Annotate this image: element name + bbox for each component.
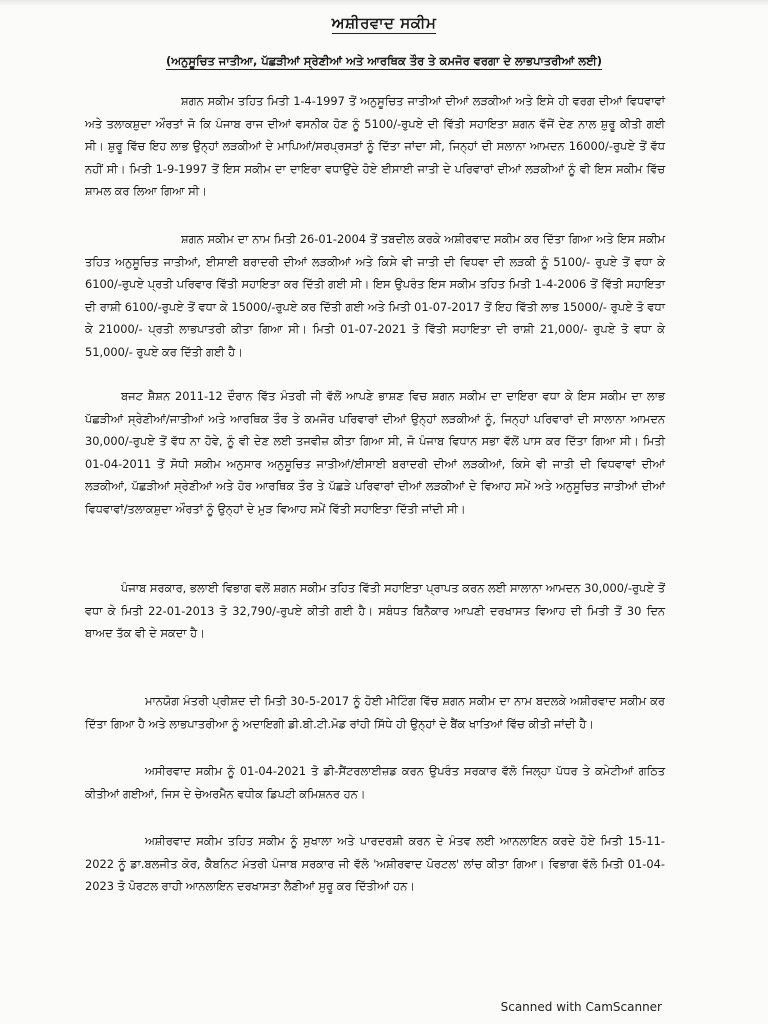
paragraph-1: ਸ਼ਗਨ ਸਕੀਮ ਤਹਿਤ ਮਿਤੀ 1-4-1997 ਤੋਂ ਅਨੁਸੂਚਿਤ ਜਾਤੀਆਂ ਦੀਆਂ ਲੜਕੀਆਂ ਅਤੇ ਇਸੇ ਹੀ ਵਰਗ ਦੀਆਂ ਵਿਧਵਾਵਾਂ ਅਤੇ ਤਲਾਕਸ਼ੁਦਾ ਔਰਤਾਂ ਜੋ ਕਿ ਪੰਜਾਬ ਰਾਜ ਦੀਆਂ ਵਸਨੀਕ ਹੋਣ ਨੂੰ 5100/-ਰੁਪਏ ਦੀ ਵਿੱਤੀ ਸਹਾਇਤਾ ਸ਼ਗਨ ਵੱਜੋਂ ਦੇਣ ਨਾਲ ਸ਼ੁਰੂ ਕੀਤੀ ਗਈ ਸੀ। ਸ਼ੁਰੂ ਵਿੱਚ ਇਹ ਲਾਭ ਉਨ੍ਹਾਂ ਲੜਕੀਆਂ ਦੇ ਮਾਪਿਆਂ/ਸਰਪ੍ਰਸਤਾਂ ਨੂੰ ਦਿੱਤਾ ਜਾਂਦਾ ਸੀ, ਜਿਨ੍ਹਾਂ ਦੀ ਸਲਾਨਾ ਆਮਦਨ 16000/-ਰੁਪਏ ਤੋਂ ਵੱਧ ਨਹੀਂ ਸੀ। ਮਿਤੀ 1-9-1997 ਤੋਂ ਇਸ ਸਕੀਮ ਦਾ ਦਾਇਰਾ ਵਧਾਉਂਦੇ ਹੋਏ ਈਸਾਈ ਜਾਤੀ ਦੇ ਪਰਿਵਾਰਾਂ ਦੀਆਂ ਲੜਕੀਆਂ ਨੂੰ ਵੀ ਇਸ ਸਕੀਮ ਵਿੱਚ ਸ਼ਾਮਲ ਕਰ ਲਿਆ ਗਿਆ ਸੀ। bbox=[85, 94, 665, 199]
paragraph-4: ਪੰਜਾਬ ਸਰਕਾਰ, ਭਲਾਈ ਵਿਭਾਗ ਵਲੋਂ ਸ਼ਗਨ ਸਕੀਮ ਤਹਿਤ ਵਿੱਤੀ ਸਹਾਇਤਾ ਪ੍ਰਾਪਤ ਕਰਨ ਲਈ ਸਾਲਾਨਾ ਆਮਦਨ 30,000/-ਰੁਪਏ ਤੋਂ ਵਧਾ ਕੇ ਮਿਤੀ 22-01-2013 ਤੋ 32,790/-ਰੁਪਏ ਕੀਤੀ ਗਈ ਹੈ। ਸਬੰਧਤ ਬਿਨੈਕਾਰ ਆਪਣੀ ਦਰਖਾਸਤ ਵਿਆਹ ਦੀ ਮਿਤੀ ਤੋਂ 30 ਦਿਨ ਬਾਅਦ ਤੱਕ ਵੀ ਦੇ ਸਕਦਾ ਹੈ। bbox=[85, 581, 665, 641]
scan-edge bbox=[0, 0, 768, 6]
document-title bbox=[0, 14, 768, 32]
paragraph-5: ਮਾਨਯੋਗ ਮੰਤਰੀ ਪ੍ਰੀਸ਼ਦ ਦੀ ਮਿਤੀ 30-5-2017 ਨੂੰ ਹੋਈ ਮੀਟਿੰਗ ਵਿੱਚ ਸ਼ਗਨ ਸਕੀਮ ਦਾ ਨਾਮ ਬਦਲਕੇ ਅਸ਼ੀਰਵਾਦ ਸਕੀਮ ਕਰ ਦਿੱਤਾ ਗਿਆ ਹੈ ਅਤੇ ਲਾਭਪਾਤਰੀਆ ਨੂੰ ਅਦਾਇਗੀ ਡੀ.ਬੀ.ਟੀ.ਮੋਡ ਰਾਂਹੀ ਸਿੱਧੇ ਹੀ ਉਨ੍ਹਾਂ ਦੇ ਬੈਂਕ ਖਾਤਿਆਂ ਵਿੱਚ ਕੀਤੀ ਜਾਂਦੀ ਹੈ। bbox=[85, 694, 665, 731]
paragraph-7: ਅਸ਼ੀਰਵਾਦ ਸਕੀਮ ਤਹਿਤ ਸਕੀਮ ਨੂੰ ਸੁਖਾਲਾ ਅਤੇ ਪਾਰਦਰਸ਼ੀ ਕਰਨ ਦੇ ਮੰਤਵ ਲਈ ਆਨਲਾਇਨ ਕਰਦੇ ਹੋਏ ਮਿਤੀ 15-11-2022 ਨੂੰ ਡਾ.ਬਲਜੀਤ ਕੋਰ, ਕੈਬਨਿਟ ਮੰਤਰੀ ਪੰਜਾਬ ਸਰਕਾਰ ਜੀ ਵੱਲੋ 'ਅਸ਼ੀਰਵਾਦ ਪੋਰਟਲ' ਲਾਂਚ ਕੀਤਾ ਗਿਆ। ਵਿਭਾਗ ਵੱਲੋ ਮਿਤੀ 01-04-2023 ਤੋ ਪੋਰਟਲ ਰਾਹੀ ਆਨਲਾਇਨ ਦਰਖਾਸਤਾ ਲੈਣੀਆਂ ਸੁਰੂ ਕਰ ਦਿੱਤੀਆਂ ਹਨ। bbox=[85, 834, 665, 894]
document-subtitle bbox=[0, 54, 768, 69]
scanner-watermark: Scanned with CamScanner bbox=[500, 1000, 662, 1014]
paragraph-3: ਬਜਟ ਸ਼ੈਸ਼ਨ 2011-12 ਦੌਰਾਨ ਵਿੱਤ ਮੰਤਰੀ ਜੀ ਵੱਲੋਂ ਆਪਣੇ ਭਾਸ਼ਣ ਵਿਚ ਸ਼ਗਨ ਸਕੀਮ ਦਾ ਦਾਇਰਾ ਵਧਾ ਕੇ ਇਸ ਸਕੀਮ ਦਾ ਲਾਭ ਪੱਛੜੀਆਂ ਸ੍ਰੇਣੀਆਂ/ਜਾਤੀਆਂ ਅਤੇ ਆਰਥਿਕ ਤੌਰ ਤੇ ਕਮਜੋਰ ਪਰਿਵਾਰਾਂ ਦੀਆਂ ਉਨ੍ਹਾਂ ਲੜਕੀਆਂ ਨੂੰ, ਜਿਨ੍ਹਾਂ ਪਰਿਵਾਰਾਂ ਦੀ ਸਾਲਾਨਾ ਆਮਦਨ 30,000/-ਰੁਪਏ ਤੋਂ ਵੱਧ ਨਾ ਹੋਵੇ, ਨੂੰ ਵੀ ਦੇਣ ਲਈ ਤਜਵੀਜ਼ ਕੀਤਾ ਗਿਆ ਸੀ, ਜੋ ਪੰਜਾਬ ਵਿਧਾਨ ਸਭਾ ਵੱਲੋਂ ਪਾਸ ਕਰ ਦਿੱਤਾ ਗਿਆ ਸੀ। ਮਿਤੀ 01-04-2011 ਤੋਂ ਸੋਧੀ ਸਕੀਮ ਅਨੁਸਾਰ ਅਨੁਸੂਚਿਤ ਜਾਤੀਆਂ/ਈਸਾਈ ਬਰਾਦਰੀ ਦੀਆਂ ਲੜਕੀਆਂ, ਕਿਸੇ ਵੀ ਜਾਤੀ ਦੀ ਵਿਧਵਾਵਾਂ ਦੀਆਂ ਲੜਕੀਆਂ, ਪੱਛੜੀਆਂ ਸ੍ਰੇਣੀਆਂ ਅਤੇ ਹੋਰ ਆਰਥਿਕ ਤੌਰ ਤੇ ਪੱਛੜੇ ਪਰਿਵਾਰਾਂ ਦੀਆਂ ਲੜਕੀਆਂ ਦੇ ਵਿਆਹ ਸਮੇਂ ਅਤੇ ਅਨੁਸੂਚਿਤ ਜਾਤੀਆਂ ਦੀਆਂ ਵਿਧਵਾਵਾਂ/ਤਲਾਕਸ਼ੁਦਾ ਔਰਤਾਂ ਨੂੰ ਉਨ੍ਹਾਂ ਦੇ ਮੁੜ ਵਿਆਹ ਸਮੇਂ ਵਿੱਤੀ ਸਹਾਇਤਾ ਦਿੱਤੀ ਜਾਂਦੀ ਸੀ। bbox=[85, 389, 665, 516]
document-subtitle-text: (ਅਨੁਸੂਚਿਤ ਜਾਤੀਆ, ਪੱਛੜੀਆਂ ਸ੍ਰੇਣੀਆਂ ਅਤੇ ਆਰਥਿਕ ਤੌਰ ਤੇ ਕਮਜੋਰ ਵਰਗਾ ਦੇ ਲਾਭਪਾਤਰੀਆਂ ਲਈ) bbox=[166, 54, 602, 68]
paragraph-2: ਸ਼ਗਨ ਸਕੀਮ ਦਾ ਨਾਮ ਮਿਤੀ 26-01-2004 ਤੋਂ ਤਬਦੀਲ ਕਰਕੇ ਅਸ਼ੀਰਵਾਦ ਸਕੀਮ ਕਰ ਦਿੱਤਾ ਗਿਆ ਅਤੇ ਇਸ ਸਕੀਮ ਤਹਿਤ ਅਨੁਸੂਚਿਤ ਜਾਤੀਆਂ, ਈਸਾਈ ਬਰਾਦਰੀ ਦੀਆਂ ਲੜਕੀਆਂ ਅਤੇ ਕਿਸੇ ਵੀ ਜਾਤੀ ਦੀ ਵਿਧਵਾ ਦੀ ਲੜਕੀ ਨੂੰ 5100/- ਰੁਪਏ ਤੋਂ ਵਧਾ ਕੇ 6100/-ਰੁਪਏ ਪ੍ਰਤੀ ਪਰਿਵਾਰ ਵਿੱਤੀ ਸਹਾਇਤਾ ਕਰ ਦਿੱਤੀ ਗਈ ਸੀ। ਇਸ ਉਪਰੰਤ ਇਸ ਸਕੀਮ ਤਹਿਤ ਮਿਤੀ 1-4-2006 ਤੋਂ ਵਿੱਤੀ ਸਹਾਇਤਾ ਦੀ ਰਾਸ਼ੀ 6100/-ਰੁਪਏ ਤੋਂ ਵਧਾ ਕੇ 15000/-ਰੁਪਏ ਕਰ ਦਿੱਤੀ ਗਈ ਅਤੇ ਮਿਤੀ 01-07-2017 ਤੋਂ ਇਹ ਵਿੱਤੀ ਲਾਭ 15000/- ਰੁਪਏ ਤੋ ਵਧਾ ਕੇ 21000/- ਪ੍ਰਤੀ ਲਾਭਪਾਤਰੀ ਕੀਤਾ ਗਿਆ ਸੀ। ਮਿਤੀ 01-07-2021 ਤੋ ਵਿੱਤੀ ਸਹਾਇਤਾ ਦੀ ਰਾਸ਼ੀ 21,000/- ਰੁਪਏ ਤੋ ਵਧਾ ਕੇ 51,000/- ਰੁਪਏ ਕਰ ਦਿੱਤੀ ਗਈ ਹੈ। bbox=[85, 232, 665, 359]
document-title-text: ਅਸ਼ੀਰਵਾਦ ਸਕੀਮ bbox=[331, 14, 437, 32]
paragraph-6: ਅਸੀਰਵਾਦ ਸਕੀਮ ਨੂੰ 01-04-2021 ਤੋ ਡੀ-ਸੈਂਟਰਲਾਈਜ਼ਡ ਕਰਨ ਉਪਰੰਤ ਸਰਕਾਰ ਵੱਲੋ ਜਿਲ੍ਹਾ ਪੱਧਰ ਤੇ ਕਮੇਟੀਆਂ ਗਠਿਤ ਕੀਤੀਆਂ ਗਈਆਂ, ਜਿਸ ਦੇ ਚੇਅਰਮੈਨ ਵਧੀਕ ਡਿਪਟੀ ਕਮਿਸ਼ਨਰ ਹਨ। bbox=[85, 764, 665, 801]
